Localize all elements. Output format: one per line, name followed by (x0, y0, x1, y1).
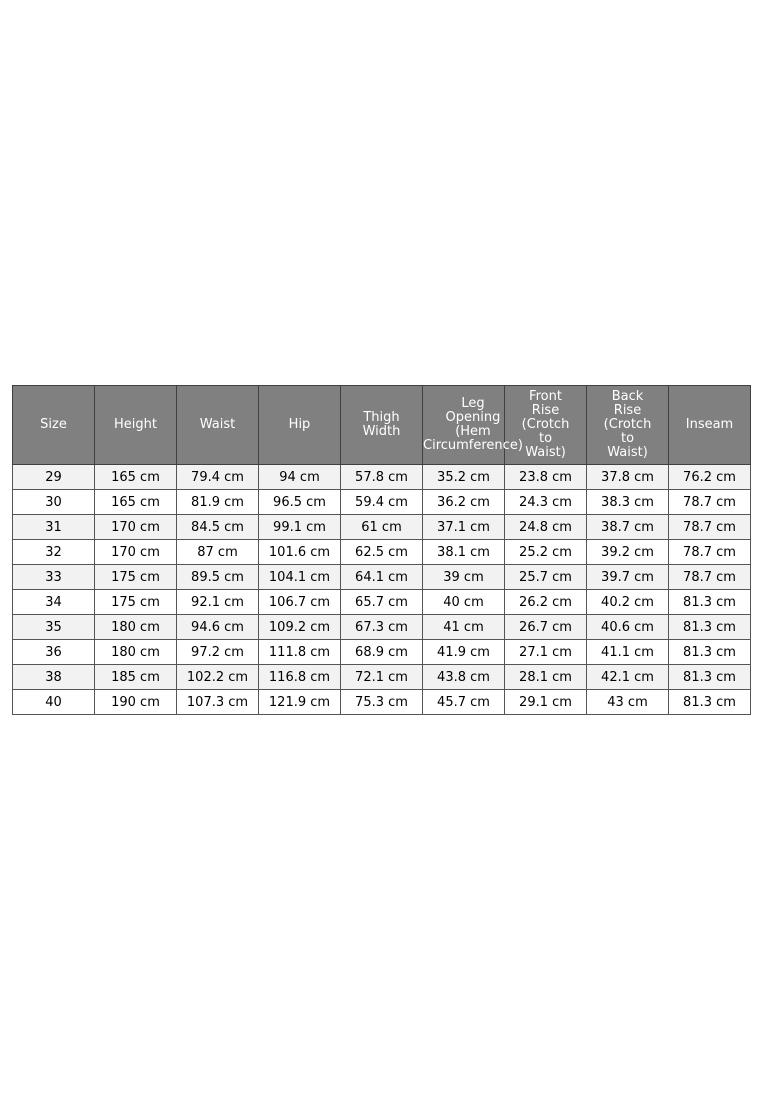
cell-back-rise: 39.7 cm (587, 565, 669, 590)
cell-front-rise: 26.7 cm (505, 615, 587, 640)
header-row (13, 386, 751, 465)
cell-inseam: 78.7 cm (669, 515, 751, 540)
cell-back-rise: 40.2 cm (587, 590, 669, 615)
header-front-rise: Front Rise (Crotch to Waist) (505, 386, 587, 465)
cell-height: 170 cm (95, 515, 177, 540)
cell-leg-opening: 41.9 cm (423, 640, 505, 665)
size-chart-table (12, 385, 751, 715)
cell-front-rise: 24.8 cm (505, 515, 587, 540)
cell-height: 180 cm (95, 640, 177, 665)
cell-waist: 89.5 cm (177, 565, 259, 590)
cell-inseam: 81.3 cm (669, 640, 751, 665)
cell-inseam: 78.7 cm (669, 565, 751, 590)
cell-size: 36 (13, 640, 95, 665)
cell-inseam: 76.2 cm (669, 465, 751, 490)
header-thigh-width: Thigh Width (341, 386, 423, 465)
cell-hip: 106.7 cm (259, 590, 341, 615)
cell-inseam: 81.3 cm (669, 690, 751, 715)
cell-thigh-width: 61 cm (341, 515, 423, 540)
cell-size: 34 (13, 590, 95, 615)
cell-waist: 107.3 cm (177, 690, 259, 715)
cell-front-rise: 26.2 cm (505, 590, 587, 615)
cell-waist: 81.9 cm (177, 490, 259, 515)
header-hip: Hip (259, 386, 341, 465)
cell-back-rise: 39.2 cm (587, 540, 669, 565)
cell-hip: 94 cm (259, 465, 341, 490)
cell-size: 33 (13, 565, 95, 590)
cell-thigh-width: 67.3 cm (341, 615, 423, 640)
cell-inseam: 78.7 cm (669, 490, 751, 515)
header-leg-opening: Leg Opening (Hem Circumference) (423, 386, 505, 465)
cell-front-rise: 24.3 cm (505, 490, 587, 515)
header-waist: Waist (177, 386, 259, 465)
cell-leg-opening: 40 cm (423, 590, 505, 615)
table-row (13, 540, 751, 565)
header-back-rise: Back Rise (Crotch to Waist) (587, 386, 669, 465)
cell-leg-opening: 35.2 cm (423, 465, 505, 490)
cell-front-rise: 29.1 cm (505, 690, 587, 715)
cell-thigh-width: 64.1 cm (341, 565, 423, 590)
cell-size: 29 (13, 465, 95, 490)
table-row (13, 665, 751, 690)
cell-height: 175 cm (95, 565, 177, 590)
table-row (13, 615, 751, 640)
cell-waist: 87 cm (177, 540, 259, 565)
cell-size: 30 (13, 490, 95, 515)
cell-back-rise: 38.7 cm (587, 515, 669, 540)
cell-hip: 99.1 cm (259, 515, 341, 540)
cell-waist: 97.2 cm (177, 640, 259, 665)
table-row (13, 640, 751, 665)
cell-waist: 94.6 cm (177, 615, 259, 640)
cell-height: 175 cm (95, 590, 177, 615)
header-inseam: Inseam (669, 386, 751, 465)
cell-inseam: 81.3 cm (669, 665, 751, 690)
cell-front-rise: 25.2 cm (505, 540, 587, 565)
cell-thigh-width: 57.8 cm (341, 465, 423, 490)
cell-hip: 96.5 cm (259, 490, 341, 515)
cell-size: 38 (13, 665, 95, 690)
cell-leg-opening: 36.2 cm (423, 490, 505, 515)
table-header (13, 386, 751, 465)
cell-hip: 121.9 cm (259, 690, 341, 715)
header-size: Size (13, 386, 95, 465)
cell-hip: 111.8 cm (259, 640, 341, 665)
cell-waist: 84.5 cm (177, 515, 259, 540)
cell-inseam: 78.7 cm (669, 540, 751, 565)
cell-height: 185 cm (95, 665, 177, 690)
cell-waist: 79.4 cm (177, 465, 259, 490)
cell-front-rise: 28.1 cm (505, 665, 587, 690)
cell-inseam: 81.3 cm (669, 590, 751, 615)
cell-back-rise: 42.1 cm (587, 665, 669, 690)
table-row (13, 515, 751, 540)
cell-waist: 92.1 cm (177, 590, 259, 615)
cell-thigh-width: 62.5 cm (341, 540, 423, 565)
cell-height: 180 cm (95, 615, 177, 640)
cell-back-rise: 43 cm (587, 690, 669, 715)
table-row (13, 590, 751, 615)
cell-front-rise: 25.7 cm (505, 565, 587, 590)
cell-thigh-width: 59.4 cm (341, 490, 423, 515)
cell-leg-opening: 41 cm (423, 615, 505, 640)
cell-front-rise: 23.8 cm (505, 465, 587, 490)
cell-height: 165 cm (95, 490, 177, 515)
cell-back-rise: 38.3 cm (587, 490, 669, 515)
cell-thigh-width: 68.9 cm (341, 640, 423, 665)
cell-back-rise: 41.1 cm (587, 640, 669, 665)
cell-hip: 104.1 cm (259, 565, 341, 590)
cell-hip: 109.2 cm (259, 615, 341, 640)
cell-thigh-width: 65.7 cm (341, 590, 423, 615)
cell-thigh-width: 75.3 cm (341, 690, 423, 715)
table-row (13, 690, 751, 715)
cell-height: 190 cm (95, 690, 177, 715)
cell-leg-opening: 45.7 cm (423, 690, 505, 715)
cell-front-rise: 27.1 cm (505, 640, 587, 665)
cell-size: 32 (13, 540, 95, 565)
table-row (13, 565, 751, 590)
cell-leg-opening: 38.1 cm (423, 540, 505, 565)
cell-hip: 101.6 cm (259, 540, 341, 565)
cell-leg-opening: 37.1 cm (423, 515, 505, 540)
cell-height: 170 cm (95, 540, 177, 565)
header-height: Height (95, 386, 177, 465)
cell-thigh-width: 72.1 cm (341, 665, 423, 690)
cell-size: 40 (13, 690, 95, 715)
cell-height: 165 cm (95, 465, 177, 490)
cell-size: 31 (13, 515, 95, 540)
cell-leg-opening: 43.8 cm (423, 665, 505, 690)
cell-hip: 116.8 cm (259, 665, 341, 690)
table-body (13, 465, 751, 715)
cell-waist: 102.2 cm (177, 665, 259, 690)
cell-back-rise: 40.6 cm (587, 615, 669, 640)
table-row (13, 465, 751, 490)
cell-size: 35 (13, 615, 95, 640)
table-row (13, 490, 751, 515)
cell-inseam: 81.3 cm (669, 615, 751, 640)
cell-back-rise: 37.8 cm (587, 465, 669, 490)
cell-leg-opening: 39 cm (423, 565, 505, 590)
